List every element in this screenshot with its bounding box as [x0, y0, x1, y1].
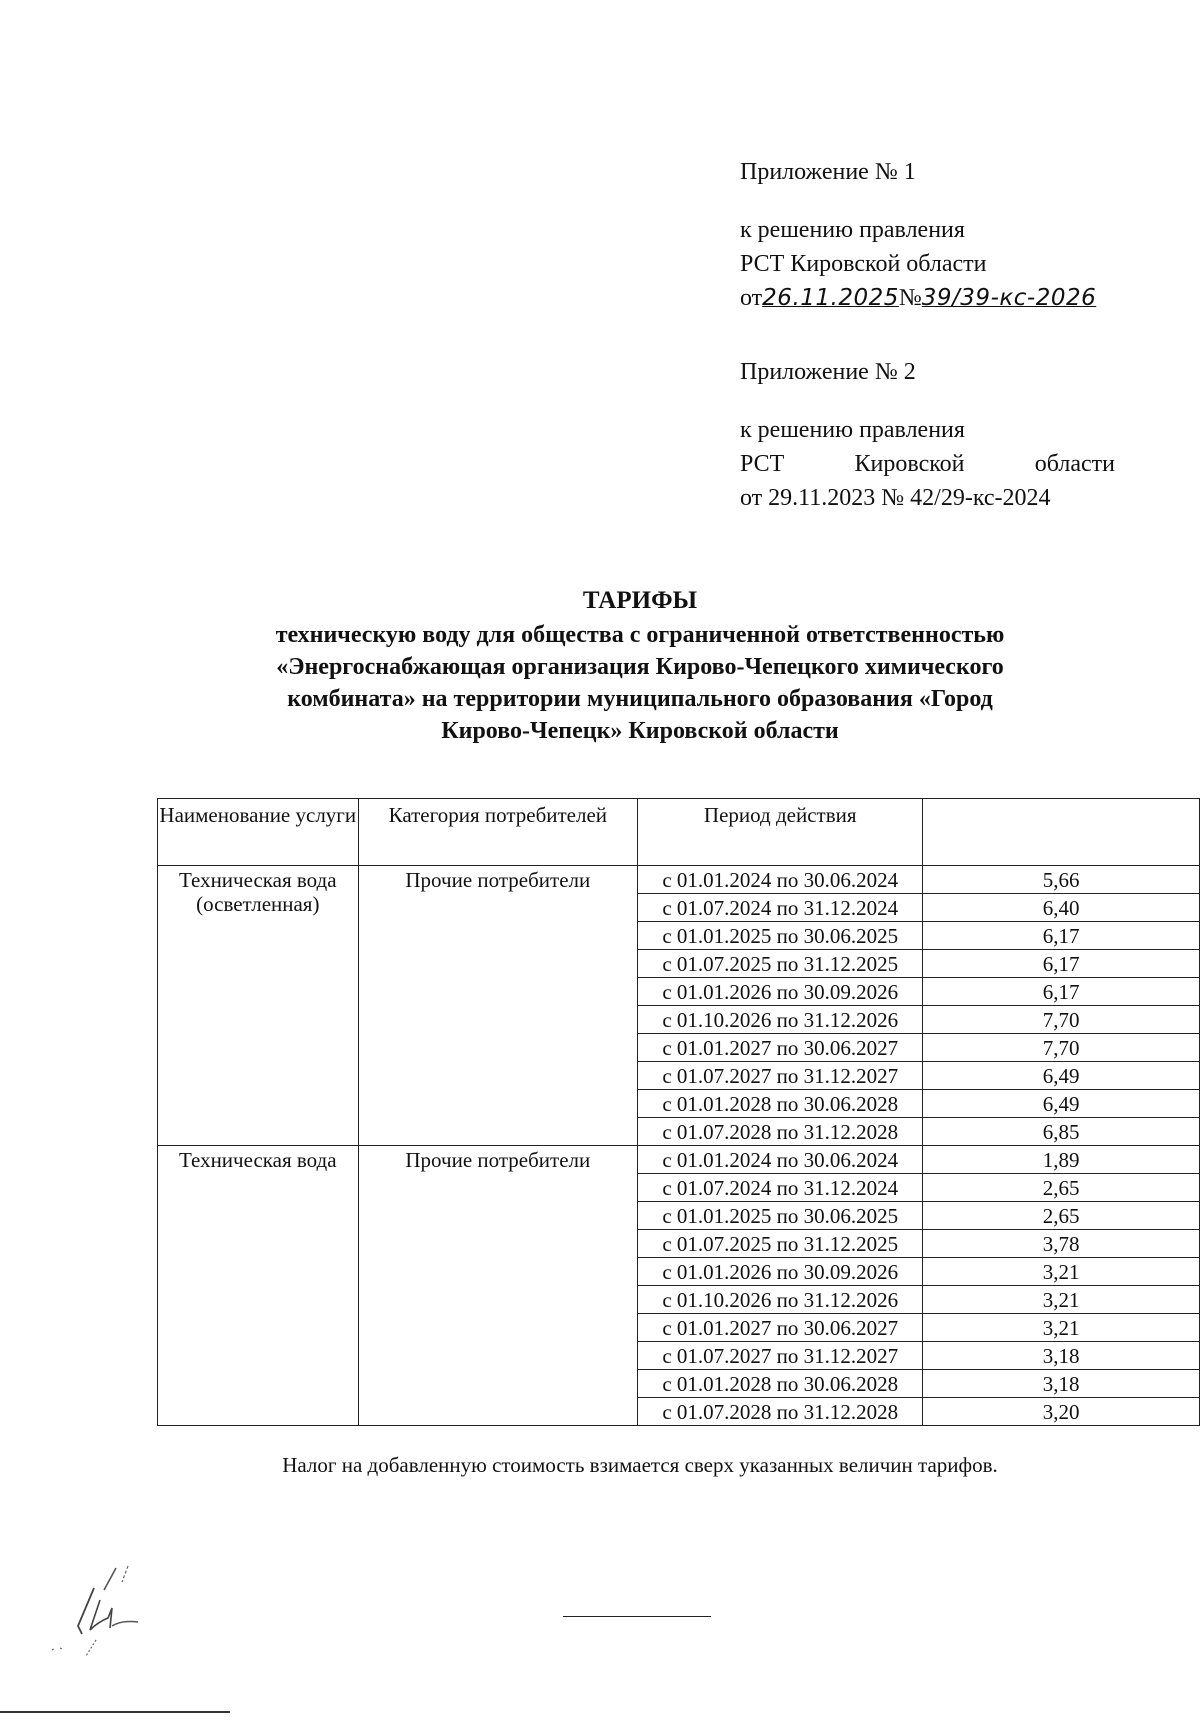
tariff-value-cell: 7,70 [923, 1006, 1200, 1034]
period-cell: с 01.01.2026 по 30.09.2026 [638, 1258, 923, 1286]
tariff-heading [160, 585, 1120, 747]
period-cell: с 01.07.2027 по 31.12.2027 [638, 1062, 923, 1090]
tariff-value-cell: 2,65 [923, 1174, 1200, 1202]
period-cell: с 01.07.2025 по 31.12.2025 [638, 950, 923, 978]
tariff-value-cell: 1,89 [923, 1146, 1200, 1174]
tariff-value-cell: 7,70 [923, 1034, 1200, 1062]
tariff-value-cell: 6,17 [923, 978, 1200, 1006]
appendix-2-word: Кировской [854, 451, 965, 477]
tariff-value-cell: 2,65 [923, 1202, 1200, 1230]
period-cell: с 01.01.2027 по 30.06.2027 [638, 1314, 923, 1342]
appendix-1-prefix: от [740, 285, 763, 311]
bottom-edge-rule [0, 1711, 230, 1713]
appendix-2-line3: от 29.11.2023 № 42/29-кс-2024 [740, 485, 1051, 511]
tariff-value-cell: 5,66 [923, 866, 1200, 894]
tariff-value-cell: 6,49 [923, 1090, 1200, 1118]
appendix-2-line1: к решению правления [740, 417, 965, 443]
tariff-value-cell: 3,18 [923, 1342, 1200, 1370]
table-row [158, 1146, 1200, 1174]
tariff-value-cell: 6,49 [923, 1062, 1200, 1090]
handwritten-number: 39/39-кс-2026 [921, 285, 1097, 311]
appendix-2-word: области [1034, 451, 1115, 477]
period-cell: с 01.07.2024 по 31.12.2024 [638, 1174, 923, 1202]
tariff-value-cell: 3,18 [923, 1370, 1200, 1398]
period-cell: с 01.07.2025 по 31.12.2025 [638, 1230, 923, 1258]
handwritten-date: 26.11.2025 [762, 285, 899, 311]
period-cell: с 01.07.2028 по 31.12.2028 [638, 1398, 923, 1426]
appendix-1-title: Приложение № 1 [740, 159, 916, 185]
period-cell: с 01.01.2026 по 30.09.2026 [638, 978, 923, 1006]
tariff-value-cell: 6,85 [923, 1118, 1200, 1146]
period-cell: с 01.01.2027 по 30.06.2027 [638, 1034, 923, 1062]
heading-line: комбината» на территории муниципального образования «Город [287, 686, 993, 712]
tariff-value-cell: 6,17 [923, 950, 1200, 978]
tariff-value-cell: 6,17 [923, 922, 1200, 950]
period-cell: с 01.01.2024 по 30.06.2024 [638, 1146, 923, 1174]
period-cell: с 01.10.2026 по 31.12.2026 [638, 1286, 923, 1314]
period-cell: с 01.01.2028 по 30.06.2028 [638, 1370, 923, 1398]
tariff-value-cell: 3,21 [923, 1314, 1200, 1342]
appendix-2-block [740, 355, 1115, 515]
appendix-2-title: Приложение № 2 [740, 359, 916, 385]
vat-note: Налог на добавленную стоимость взимается сверх указанных величин тарифов. [282, 1453, 998, 1477]
closing-rule [563, 1616, 711, 1617]
period-cell: с 01.01.2025 по 30.06.2025 [638, 922, 923, 950]
heading-line: техническую воду для общества с ограниченной ответственностью [275, 622, 1005, 648]
consumer-category-cell: Прочие потребители [358, 1146, 638, 1426]
appendix-2-line2 [740, 447, 1115, 481]
handwritten-initials-icon [38, 1560, 148, 1675]
tariff-value-cell: 6,40 [923, 894, 1200, 922]
period-cell: с 01.01.2025 по 30.06.2025 [638, 1202, 923, 1230]
tariff-value-cell: 3,21 [923, 1286, 1200, 1314]
header-category: Категория потребителей [358, 799, 638, 866]
period-cell: с 01.01.2028 по 30.06.2028 [638, 1090, 923, 1118]
header-service: Наименование услуги [158, 799, 359, 866]
tariff-value-cell: 3,21 [923, 1258, 1200, 1286]
table-body [158, 866, 1200, 1426]
heading-line: «Энергоснабжающая организация Кирово-Чепецкого химического [276, 654, 1004, 680]
appendix-1-block [740, 155, 1096, 315]
table-header-row [158, 799, 1200, 866]
tariffs-table [157, 798, 1200, 1426]
appendix-1-line1: к решению правления [740, 217, 965, 243]
header-value [923, 799, 1200, 866]
period-cell: с 01.07.2028 по 31.12.2028 [638, 1118, 923, 1146]
table-row [158, 866, 1200, 894]
number-sign: № [898, 285, 922, 311]
service-name-cell: Техническая вода (осветленная) [158, 866, 359, 1146]
period-cell: с 01.01.2024 по 30.06.2024 [638, 866, 923, 894]
heading-title: ТАРИФЫ [582, 587, 698, 614]
service-name-cell: Техническая вода [158, 1146, 359, 1426]
tariff-value-cell: 3,20 [923, 1398, 1200, 1426]
consumer-category-cell: Прочие потребители [358, 866, 638, 1146]
tariff-value-cell: 3,78 [923, 1230, 1200, 1258]
appendix-1-date-line [740, 281, 1096, 315]
header-period: Период действия [638, 799, 923, 866]
period-cell: с 01.07.2024 по 31.12.2024 [638, 894, 923, 922]
period-cell: с 01.07.2027 по 31.12.2027 [638, 1342, 923, 1370]
period-cell: с 01.10.2026 по 31.12.2026 [638, 1006, 923, 1034]
heading-line: Кирово-Чепецк» Кировской области [441, 718, 839, 744]
appendix-1-line2: РСТ Кировской области [740, 251, 987, 277]
appendix-2-word: РСТ [740, 451, 785, 477]
